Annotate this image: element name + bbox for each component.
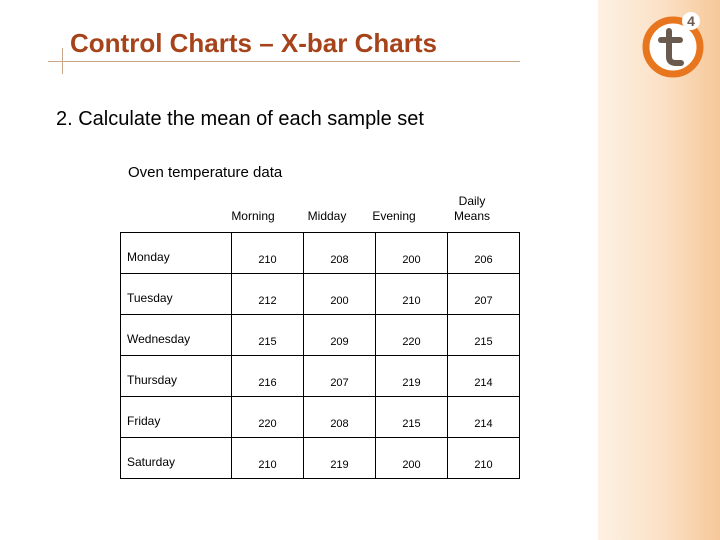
cell-midday: 208 <box>304 233 376 274</box>
table-row <box>121 315 520 356</box>
cell-evening: 219 <box>376 356 448 397</box>
row-label-day: Wednesday <box>121 315 232 356</box>
cell-daily-mean: 214 <box>448 397 520 438</box>
cell-midday: 209 <box>304 315 376 356</box>
decorative-side-strip <box>598 0 720 540</box>
table-row <box>121 356 520 397</box>
slide-title: Control Charts – X-bar Charts <box>70 28 437 58</box>
cell-midday: 208 <box>304 397 376 438</box>
cell-daily-mean: 210 <box>448 438 520 479</box>
table-row <box>121 233 520 274</box>
table-row <box>121 397 520 438</box>
cell-evening: 200 <box>376 438 448 479</box>
table-row <box>121 274 520 315</box>
column-header-midday: Midday <box>307 209 347 223</box>
cell-midday: 200 <box>304 274 376 315</box>
cell-evening: 200 <box>376 233 448 274</box>
row-label-day: Saturday <box>121 438 232 479</box>
t4-logo <box>637 9 709 81</box>
svg-text:4: 4 <box>687 13 695 29</box>
row-label-day: Thursday <box>121 356 232 397</box>
cell-evening: 220 <box>376 315 448 356</box>
cell-midday: 219 <box>304 438 376 479</box>
step-heading: 2. Calculate the mean of each sample set <box>56 108 424 130</box>
cell-morning: 215 <box>232 315 304 356</box>
cell-morning: 220 <box>232 397 304 438</box>
cell-evening: 210 <box>376 274 448 315</box>
cell-midday: 207 <box>304 356 376 397</box>
title-underline <box>48 61 520 62</box>
cell-daily-mean: 206 <box>448 233 520 274</box>
column-header-evening: Evening <box>372 209 416 223</box>
column-header-morning: Morning <box>231 209 275 223</box>
oven-temperature-table <box>120 232 520 479</box>
row-label-day: Tuesday <box>121 274 232 315</box>
column-header-daily-means-line2: Means <box>453 209 491 223</box>
cell-daily-mean: 214 <box>448 356 520 397</box>
cell-morning: 212 <box>232 274 304 315</box>
row-label-day: Monday <box>121 233 232 274</box>
table-row <box>121 438 520 479</box>
column-header-daily-means <box>444 194 500 224</box>
table-caption: Oven temperature data <box>128 164 283 181</box>
cell-morning: 216 <box>232 356 304 397</box>
cell-daily-mean: 215 <box>448 315 520 356</box>
cell-morning: 210 <box>232 438 304 479</box>
cell-evening: 215 <box>376 397 448 438</box>
title-crosshair-horizontal <box>50 61 74 62</box>
cell-morning: 210 <box>232 233 304 274</box>
row-label-day: Friday <box>121 397 232 438</box>
column-header-daily-means-line1: Daily <box>458 194 486 208</box>
cell-daily-mean: 207 <box>448 274 520 315</box>
